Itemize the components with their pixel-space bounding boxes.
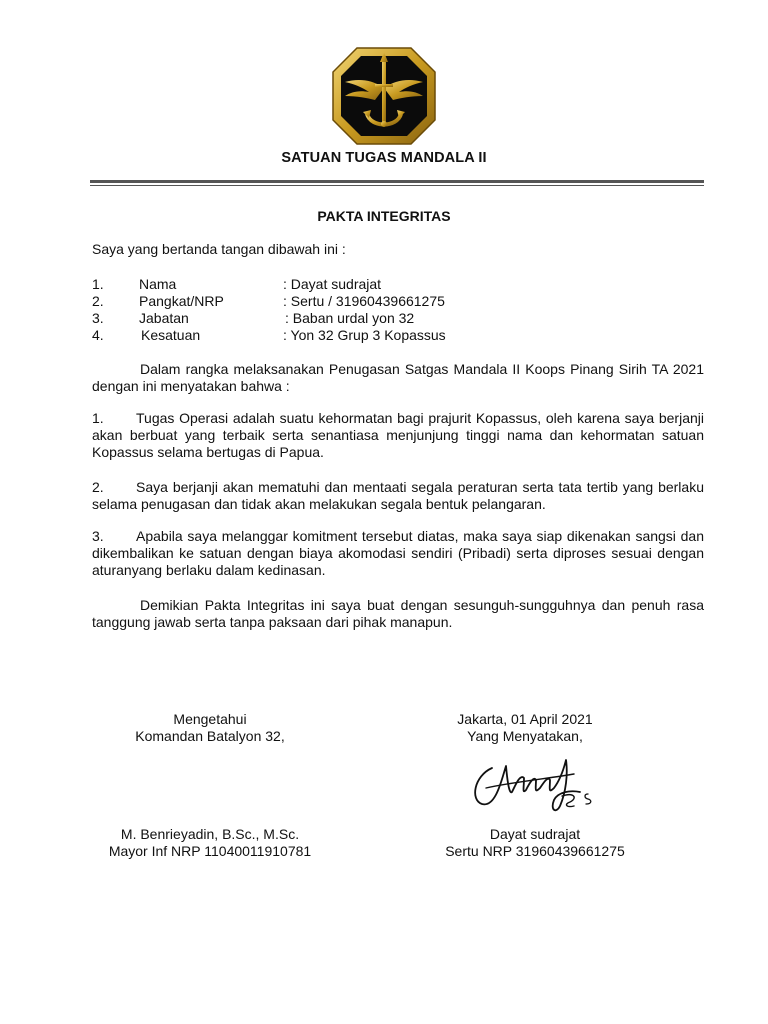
handwritten-signature [462, 748, 602, 818]
point-number: 1. [92, 410, 104, 426]
left-signatory [90, 826, 330, 860]
declarant-rank: Sertu NRP 31960439661275 [445, 843, 625, 859]
opening-paragraph [92, 361, 704, 395]
opening-text: Dalam rangka melaksanakan Penugasan Satgas Mandala II Koops Pinang Sirih TA 2021 dengan ini menyatakan bahwa : [92, 361, 704, 394]
field-value: : Yon 32 Grup 3 Kopassus [283, 327, 446, 343]
kopassus-emblem-icon [329, 44, 439, 148]
point-number: 3. [92, 528, 104, 544]
field-value: : Sertu / 31960439661275 [283, 293, 445, 309]
commander-name: M. Benrieyadin, B.Sc., M.Sc. [120, 826, 300, 842]
field-value: : Baban urdal yon 32 [285, 310, 415, 326]
header-rule-thin [90, 185, 704, 186]
field-value: : Dayat sudrajat [283, 276, 382, 292]
place-date: Jakarta, 01 April 2021 [457, 711, 593, 727]
commander-title: Komandan Batalyon 32, [135, 728, 285, 744]
point-text: Apabila saya melanggar komitment tersebut diatas, maka saya siap dikenakan sangsi dan dikembalikan ke satuan dengan biaya akomodasi sendiri (Pribadi) serta diproses sesuai dengan aturanyang berlaku dalam kedinasan. [92, 528, 704, 578]
point-text: Tugas Operasi adalah suatu kehormatan bagi prajurit Kopassus, oleh karena saya berjanji akan berbuat yang terbaik serta senantiasa menjunjung tinggi nama dan kehormatan satuan Kopassus selama bertugas di Papua. [92, 410, 704, 460]
commander-rank: Mayor Inf NRP 11040011910781 [108, 843, 312, 859]
point-number: 2. [92, 479, 104, 495]
field-number: 4. [92, 327, 104, 343]
field-number: 3. [92, 310, 104, 326]
right-signature-block [420, 711, 630, 745]
right-signatory [430, 826, 640, 860]
closing-text: Demikian Pakta Integritas ini saya buat dengan sesunguh-sungguhnya dan penuh rasa tanggung jawab serta tanpa paksaan dari pihak manapun. [92, 597, 704, 630]
intro-text: Saya yang bertanda tangan dibawah ini : [92, 241, 346, 257]
point-item [92, 410, 704, 461]
field-label: Nama [139, 276, 177, 292]
closing-paragraph [92, 597, 704, 631]
left-signature-block [100, 711, 320, 745]
field-number: 1. [92, 276, 104, 292]
declarant-label: Yang Menyatakan, [467, 728, 583, 744]
field-label: Jabatan [139, 310, 189, 326]
point-item [92, 528, 704, 579]
acknowledgement-label: Mengetahui [173, 711, 247, 727]
field-label: Kesatuan [141, 327, 201, 343]
point-item [92, 479, 704, 513]
point-text: Saya berjanji akan mematuhi dan mentaati segala peraturan serta tata tertib yang berlaku selama penugasan dan tidak akan melakukan segala bentuk pelangaran. [92, 479, 704, 512]
document-title: PAKTA INTEGRITAS [317, 208, 451, 224]
field-number: 2. [92, 293, 104, 309]
unit-title: SATUAN TUGAS MANDALA II [281, 150, 487, 166]
header-rule-thick [90, 180, 704, 183]
field-label: Pangkat/NRP [139, 293, 224, 309]
declarant-name: Dayat sudrajat [489, 826, 581, 842]
